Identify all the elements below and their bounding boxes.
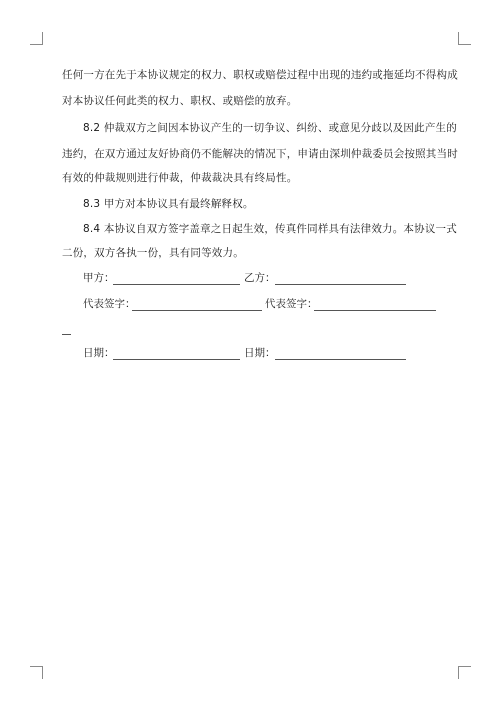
crop-mark-top-left	[30, 32, 43, 45]
text-line: 对本协议任何此类的权力、职权、或赔偿的放弃。	[62, 95, 298, 107]
date-b-line[interactable]	[275, 359, 406, 360]
text-line: 二份，双方各执一份，具有同等效力。	[62, 247, 244, 259]
crop-mark-top-right	[458, 32, 471, 45]
rep-a-label: 代表签字：	[83, 298, 136, 310]
clause-8-4-line: 8.4 本协议自双方签字盖章之日起生效，传真件同样具有法律效力。本协议一式	[83, 223, 457, 235]
crop-mark-bottom-left	[30, 666, 43, 679]
date-row	[0, 346, 500, 360]
representative-row	[0, 297, 500, 311]
party-b-label: 乙方：	[244, 272, 276, 284]
party-b-signature-line[interactable]	[275, 284, 406, 285]
date-a-line[interactable]	[113, 359, 240, 360]
text-line: 违约，在双方通过友好协商仍不能解决的情况下，申请由深圳仲裁委员会按照其当时	[62, 148, 458, 160]
text-line: 任何一方在先于本协议规定的权力、职权或赔偿过程中出现的违约或拖延均不得构成	[62, 69, 458, 81]
clause-8-2-line: 8.2 仲裁双方之间因本协议产生的一切争议、纠纷、或意见分歧以及因此产生的	[83, 122, 457, 134]
text-line: 有效的仲裁规则进行仲裁，仲裁裁决具有终局性。	[62, 172, 298, 184]
party-a-signature-line[interactable]	[113, 284, 240, 285]
party-row	[0, 271, 500, 285]
crop-mark-bottom-right	[458, 666, 471, 679]
wrapped-underline-fragment	[62, 334, 71, 335]
rep-b-signature-line[interactable]	[314, 310, 436, 311]
date-a-label: 日期：	[83, 347, 115, 359]
rep-b-label: 代表签字：	[265, 298, 318, 310]
party-a-label: 甲方：	[83, 272, 115, 284]
clause-8-3-line: 8.3 甲方对本协议具有最终解释权。	[83, 198, 254, 210]
date-b-label: 日期：	[244, 347, 276, 359]
rep-a-signature-line[interactable]	[132, 310, 262, 311]
